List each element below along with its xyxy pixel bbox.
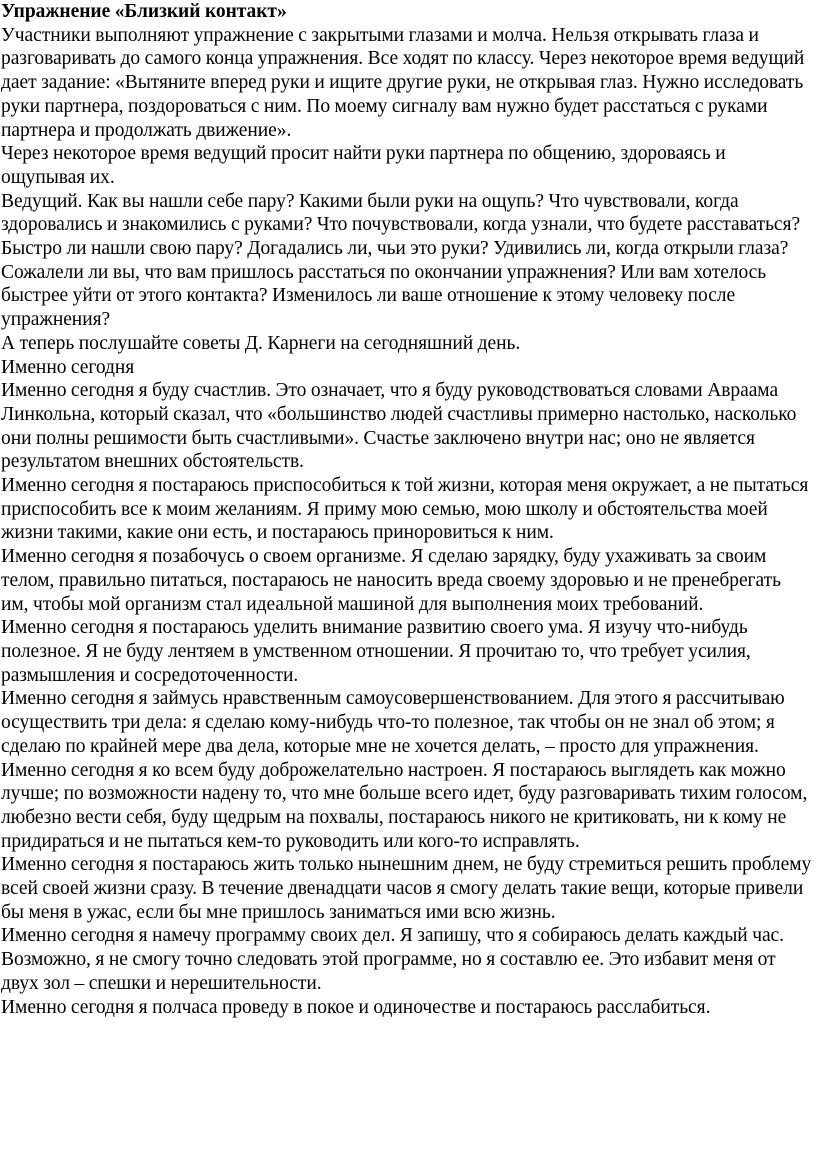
paragraph-discussion-questions: Ведущий. Как вы нашли себе пару? Какими были руки на ощупь? Что чувствовали, когда здоровались и знакомились с руками? Что почувствовали, когда узнали, что будете расставаться? Быстро ли нашли свою пару? Догадались ли, чьи это руки? Удивились ли, когда открыли глаза? Сожалели ли вы, что вам пришлось расстаться по окончании упражнения? Или вам хотелось быстрее уйти от этого контакта? Изменилось ли ваше отношение к этому человеку после упражнения? [1, 190, 801, 331]
paragraph-happy: Именно сегодня я буду счастлив. Это означает, что я буду руководствоваться словами Авраама Линкольна, который сказал, что «большинство людей счастливы примерно настолько, насколько они полны решимости быть счастливыми». Счастье заключено внутри нас; оно не является результатом внешних обстоятельств. [1, 380, 797, 473]
paragraph-just-today-heading: Именно сегодня [1, 356, 135, 378]
paragraph-instructions: Участники выполняют упражнение с закрытыми глазами и молча. Нельзя открывать глаза и разговаривать до самого конца упражнения. Все ходят по классу. Через некоторое время ведущий дает задание: «Вытяните вперед руки и ищите другие руки, не открывая глаз. Нужно исследовать руки партнера, поздороваться с ним. По моему сигналу вам нужно будет расстаться с руками партнера и продолжать движение». [1, 24, 805, 141]
paragraph-kindness: Именно сегодня я ко всем буду доброжелательно настроен. Я постараюсь выглядеть как можно лучше; по возможности надену то, что мне больше всего идет, буду разговаривать тихим голосом, любезно вести себя, буду щедрым на похвалы, постараюсь никого не критиковать, ни к кому не придираться и не пытаться кем-то руководить или кого-то исправлять. [1, 759, 808, 852]
paragraph-body: Именно сегодня я позабочусь о своем организме. Я сделаю зарядку, буду ухаживать за своим телом, правильно питаться, постараюсь не наносить вреда своему здоровью и не пренебрегать им, чтобы мой организм стал идеальной машиной для выполнения моих требований. [1, 546, 781, 615]
paragraph-mind: Именно сегодня я постараюсь уделить внимание развитию своего ума. Я изучу что-нибудь полезное. Я не буду лентяем в умственном отношении. Я прочитаю то, что требует усилия, размышления и сосредоточенности. [1, 617, 751, 686]
paragraph-find-partner: Через некоторое время ведущий просит найти руки партнера по общению, здороваясь и ощупывая их. [1, 143, 726, 188]
paragraph-live-today: Именно сегодня я постараюсь жить только нынешним днем, не буду стремиться решить проблему всей своей жизни сразу. В течение двенадцати часов я смогу делать такие вещи, которые привели бы меня в ужас, если бы мне пришлось заниматься ими всю жизнь. [1, 854, 812, 923]
paragraph-adapt: Именно сегодня я постараюсь приспособиться к той жизни, которая меня окружает, а не пытаться приспособить все к моим желаниям. Я приму мою семью, мою школу и обстоятельства моей жизни такими, какие они есть, и постараюсь приноровиться к ним. [1, 475, 809, 544]
document-title: Упражнение «Близкий контакт» [1, 1, 287, 22]
paragraph-program: Именно сегодня я намечу программу своих дел. Я запишу, что я собираюсь делать каждый час. Возможно, я не смогу точно следовать этой программе, но я составлю ее. Это избавит меня от двух зол – спешки и нерешительности. [1, 925, 784, 994]
paragraph-carnegie-intro: А теперь послушайте советы Д. Карнеги на сегодняшний день. [1, 332, 521, 354]
paragraph-moral: Именно сегодня я займусь нравственным самоусовершенствованием. Для этого я рассчитываю осуществить три дела: я сделаю кому-нибудь что-то полезное, так чтобы он не знал об этом; я сделаю по крайней мере два дела, которые мне не хочется делать, – просто для упражнения. [1, 688, 785, 757]
paragraph-relax: Именно сегодня я полчаса проведу в покое и одиночестве и постараюсь расслабиться. [1, 996, 711, 1018]
